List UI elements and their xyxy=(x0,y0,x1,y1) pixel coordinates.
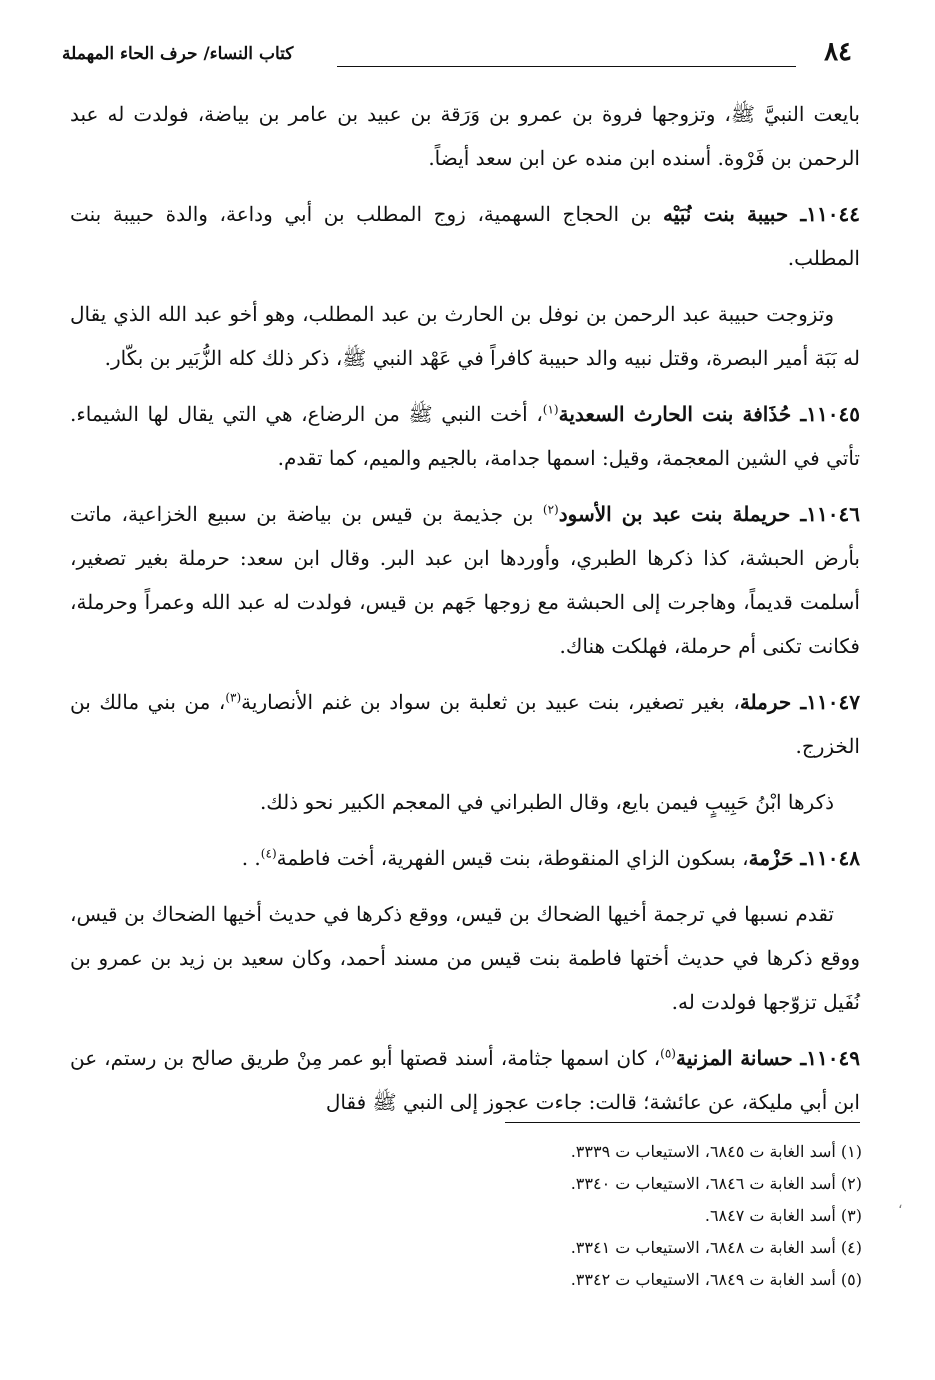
paragraph-text: ذكرها ابْنُ حَبِيبٍ فيمن بايع، وقال الطبراني في المعجم الكبير نحو ذلك. xyxy=(259,790,834,814)
paragraph xyxy=(70,292,860,380)
footnote-ref[interactable]: (٥) xyxy=(660,1046,676,1061)
header-rule xyxy=(337,66,796,67)
entry-name: ـ حُذَافة بنت الحارث السعدية xyxy=(558,402,807,426)
entry-name: ـ حبيبة بنت نُبَيْه xyxy=(663,202,807,226)
running-title: كتاب النساء/ حرف الحاء المهملة xyxy=(62,44,294,64)
entry-text: ، بغير تصغير، بنت عبيد بن ثعلبة بن سواد بن غنم الأنصارية xyxy=(241,690,740,714)
paragraph xyxy=(70,780,860,824)
paragraph-text: تقدم نسبها في ترجمة أخيها الضحاك بن قيس، ووقع ذكرها في حديث أخيها الضحاك بن قيس، ووقع ذكرها في حديث أختها فاطمة بنت قيس من مسند أحمد، وكان سعيد بن زيد بن عمرو بن نُفَيل تزوّجها فولدت له. xyxy=(70,902,860,1014)
footnote-separator xyxy=(505,1122,860,1123)
entry-text-continued: . . xyxy=(241,846,261,870)
entry-text: ، أخت النبي ﷺ من الرضاع، هي التي يقال لها الشيماء. تأتي في الشين المعجمة، وقيل: اسمها جدامة، بالجيم والميم، كما تقدم. xyxy=(70,402,860,470)
stray-ink-mark: ، xyxy=(898,1196,903,1212)
paragraph xyxy=(70,92,860,180)
entry-11044 xyxy=(70,192,860,280)
entry-text: ، كان اسمها جثامة، أسند قصتها أبو عمر مِنْ طريق صالح بن رستم، عن ابن أبي مليكة، عن عائشة؛ قالت: جاءت عجوز إلى النبي ﷺ فقال xyxy=(70,1046,860,1114)
footnote-ref[interactable]: (١) xyxy=(542,402,559,417)
paragraph-text: بايعت النبيَّ ﷺ، وتزوجها فروة بن عمرو بن وَرَقة بن عبيد بن عامر بن بياضة، فولدت له عبد الرحمن بن فَرْوة. أسنده ابن منده عن ابن سعد أيضاً. xyxy=(70,102,860,170)
entry-text: بن جذيمة بن قيس بن بياضة بن سبيع الخزاعية، ماتت بأرض الحبشة، كذا ذكرها الطبري، وأوردها ابن عبد البر. وقال ابن سعد: حرملة بغير تصغير، أسلمت قديماً، وهاجرت إلى الحبشة مع زوجها جَهم بن قيس، فولدت له عبد الله وعمراً وحرملة، فكانت تكنى أم حرملة، فهلكت هناك. xyxy=(70,502,860,658)
entry-text: بن الحجاج السهمية، زوج المطلب بن أبي وداعة، والدة حبيبة بنت المطلب. xyxy=(70,202,860,270)
entry-name: ـ حرملة xyxy=(739,690,807,714)
footnote-ref[interactable]: (٢) xyxy=(542,502,559,517)
entry-number: ١١٠٤٦ xyxy=(806,502,860,526)
entry-name: ـ حريملة بنت عبد بن الأسود xyxy=(558,502,807,526)
paragraph-text: وتزوجت حبيبة عبد الرحمن بن نوفل بن الحارث بن عبد المطلب، وهو أخو عبد الله الذي يقال له بَبَة أمير البصرة، وقتل نبيه والد حبيبة كافراً في عَهْد النبي ﷺ، ذكر ذلك كله الزُّبَير بن بكّار. xyxy=(70,302,860,370)
entry-number: ١١٠٤٨ xyxy=(806,846,860,870)
entry-text: ، بسكون الزاي المنقوطة، بنت قيس الفهرية، أخت فاطمة xyxy=(276,846,749,870)
entry-number: ١١٠٤٧ xyxy=(806,690,860,714)
footnote-ref[interactable]: (٤) xyxy=(260,846,277,861)
page-header xyxy=(62,36,852,76)
footnote: (٥) أسد الغابة ت ٦٨٤٩، الاستيعاب ت ٣٣٤٢. xyxy=(570,1270,862,1289)
main-text xyxy=(70,92,860,1136)
footnote: (٤) أسد الغابة ت ٦٨٤٨، الاستيعاب ت ٣٣٤١. xyxy=(570,1238,862,1257)
entry-11048 xyxy=(70,836,860,880)
footnote: (٣) أسد الغابة ت ٦٨٤٧. xyxy=(704,1206,862,1225)
entry-11046 xyxy=(70,492,860,668)
entry-11049 xyxy=(70,1036,860,1124)
entry-11047 xyxy=(70,680,860,768)
entry-number: ١١٠٤٥ xyxy=(806,402,860,426)
footnotes xyxy=(300,1136,862,1296)
entry-number: ١١٠٤٩ xyxy=(806,1046,860,1070)
footnote: (٢) أسد الغابة ت ٦٨٤٦، الاستيعاب ت ٣٣٤٠. xyxy=(570,1174,862,1193)
footnote: (١) أسد الغابة ت ٦٨٤٥، الاستيعاب ت ٣٣٣٩. xyxy=(570,1142,862,1161)
entry-11045 xyxy=(70,392,860,480)
footnote-ref[interactable]: (٣) xyxy=(225,690,242,705)
entry-text-continued: ، من بني مالك بن الخزرج. xyxy=(70,690,860,758)
paragraph xyxy=(70,892,860,1024)
entry-name: ـ حَزْمة xyxy=(748,846,807,870)
page-number: ٨٤ xyxy=(824,37,852,67)
entry-name: ـ حسانة المزنية xyxy=(675,1046,807,1070)
entry-number: ١١٠٤٤ xyxy=(806,202,860,226)
